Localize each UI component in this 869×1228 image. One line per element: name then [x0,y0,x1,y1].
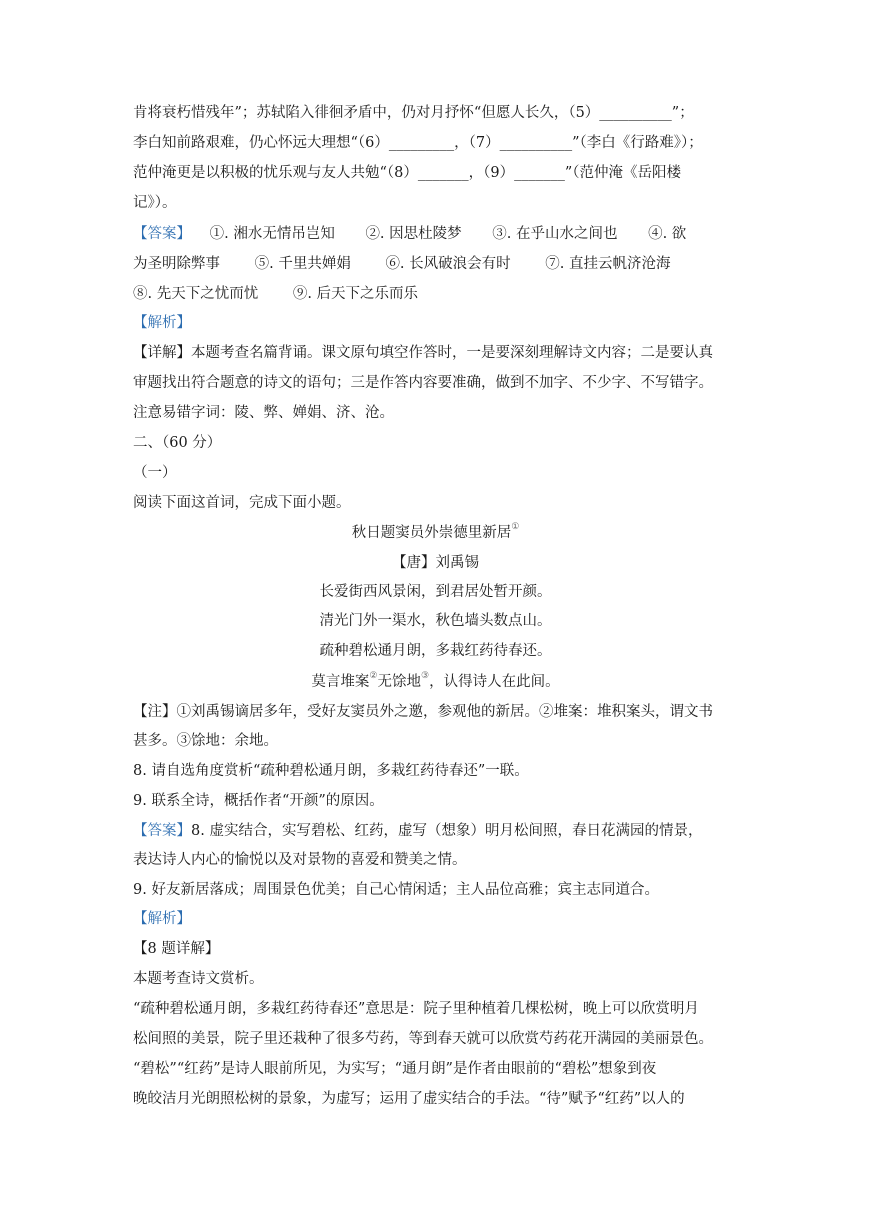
poem-author: 【唐】刘禹锡 [392,555,479,571]
poem-line4 [133,672,738,692]
answer1-line2 [133,254,738,274]
answer-item: 为圣明除弊事 [133,256,220,272]
answer-item: ⑦. 直挂云帆济沧海 [545,256,671,272]
analysis1-line3: 注意易错字词：陵、弊、婵娟、济、沧。 [133,405,394,421]
answer-tag: 【答案】 [133,823,191,839]
analysis2-line5: 晚皎洁月光朗照松树的景象，为虚写；运用了虚实结合的手法。“待”赋予“红药”以人的 [133,1091,685,1107]
para1-line1: 肯将衰朽惜残年”；苏轼陷入徘徊矛盾中，仍对月抒怀“但愿人长久，（5）__________”； [133,105,694,121]
poem-title-text: 秋日题窦员外崇德里新居 [351,525,512,541]
answer1-line1 [133,224,738,244]
section-sub: （一） [133,465,177,481]
analysis2-subheading: 【8 题详解】 [133,941,220,957]
answer2-line3: 9. 好友新居落成；周围景色优美；自己心情闲适；主人品位高雅；宾主志同道合。 [133,882,659,898]
answer-item: ①. 湘水无情吊岂知 [209,226,335,242]
answer2-line1 [133,821,738,841]
answer-item: ④. 欲 [648,226,687,242]
poem-line3: 疏种碧松通月朗，多栽红药待春还。 [319,643,552,659]
analysis1-line1: 【详解】本题考查名篇背诵。课文原句填空作答时，一是要深刻理解诗文内容；二是要认真 [133,345,713,361]
answer-item: ③. 在乎山水之间也 [492,226,618,242]
question-9: 9. 联系全诗，概括作者“开颜”的原因。 [133,793,384,809]
analysis2-line4: “碧松”“红药”是诗人眼前所见，为实写；“通月朗”是作者由眼前的“碧松”想象到夜 [133,1061,657,1077]
poem-line2: 清光门外一渠水，秋色墙头数点山。 [319,613,552,629]
analysis2-line2: “疏种碧松通月朗，多栽红药待春还”意思是：院子里种植着几棵松树，晚上可以欣赏明月 [133,1001,699,1017]
section-heading: 二、（60 分） [133,435,222,451]
answer2-line2: 表达诗人内心的愉悦以及对景物的喜爱和赞美之情。 [133,852,467,868]
answer1-line3 [133,284,738,304]
poem-line4-part: ，认得诗人在此间。 [429,674,560,690]
analysis-tag: 【解析】 [133,315,191,331]
poem-line1: 长爱街西风景闲，到君居处暂开颜。 [319,584,552,600]
footnote-marker: ② [369,671,378,681]
notes-line1: 【注】①刘禹锡谪居多年，受好友窦员外之邀，参观他的新居。②堆案：堆积案头，谓文书 [133,704,713,720]
answer-item: ⑧. 先天下之忧而忧 [133,286,259,302]
poem-title [133,523,738,543]
analysis1-line2: 审题找出符合题意的诗文的语句；三是作答内容要准确，做到不加字、不少字、不写错字。 [133,375,713,391]
answer-item: ⑨. 后天下之乐而乐 [292,286,419,302]
analysis-tag: 【解析】 [133,911,191,927]
poem-line4-part: 莫言堆案 [311,674,370,690]
para1-line4: 记》）。 [133,195,177,211]
question-8: 8. 请自选角度赏析“疏种碧松通月朗，多栽红药待春还”一联。 [133,763,529,779]
para1-line3: 范仲淹更是以积极的忧乐观与友人共勉“（8）_______，（9）_______”（范仲淹《岳阳楼 [133,165,682,181]
poem-line4-part: 无馀地 [377,674,421,690]
footnote-marker: ③ [421,671,430,681]
notes-line2: 甚多。③馀地：余地。 [133,733,278,749]
answer2-text: 8. 虚实结合，实写碧松、红药，虚写（想象）明月松间照，春日花满园的情景， [191,823,703,839]
section-instruction: 阅读下面这首词，完成下面小题。 [133,495,351,511]
analysis2-line3: 松间照的美景，院子里还栽种了很多芍药，等到春天就可以欣赏芍药花开满园的美丽景色。 [133,1031,713,1047]
analysis2-line1: 本题考查诗文赏析。 [133,971,264,987]
footnote-marker: ① [511,522,520,532]
answer-item: ②. 因思杜陵梦 [365,226,462,242]
answer-item: ⑤. 千里共婵娟 [254,256,351,272]
answer-tag: 【答案】 [133,226,191,242]
answer-item: ⑥. 长风破浪会有时 [385,256,511,272]
para1-line2: 李白知前路艰难，仍心怀远大理想“（6）_________，（7）__________”（李白《行路难》）； [133,135,703,151]
